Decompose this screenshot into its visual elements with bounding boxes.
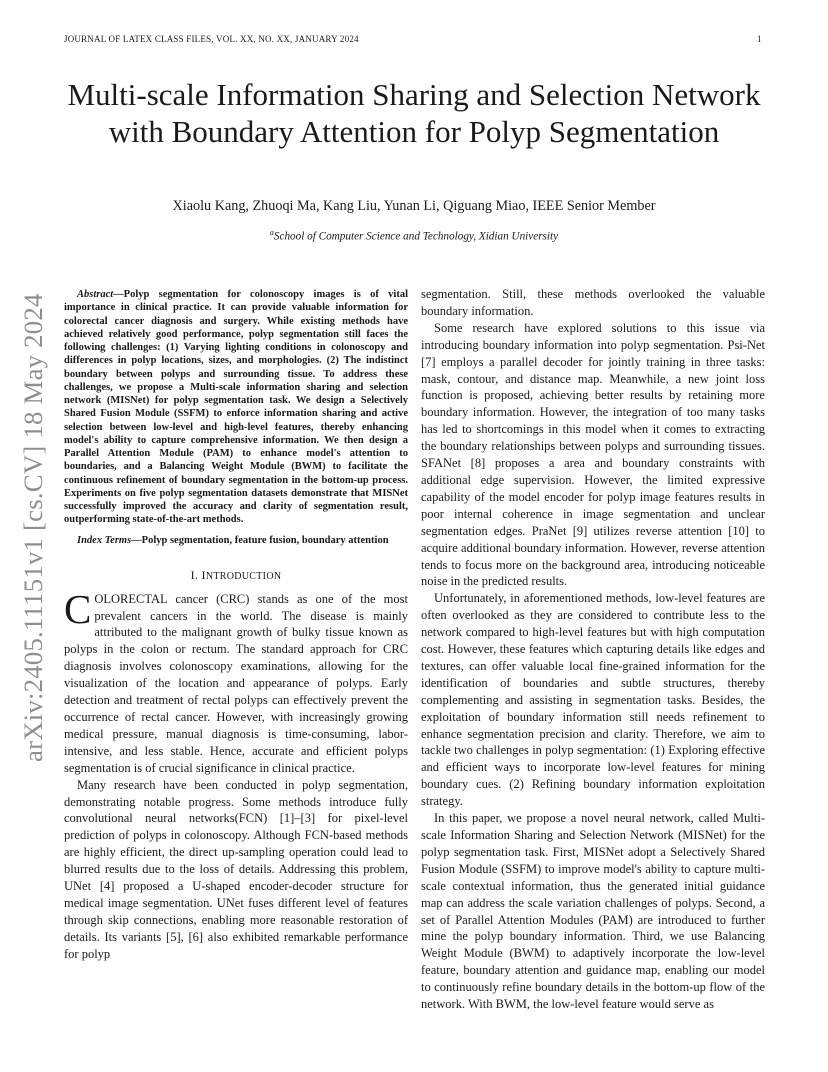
right-paragraph-2: Some research have explored solutions to this issue via introducing boundary information into polyp segmentation. Psi-Net [7] employs a parallel decoder for jointly training in three tasks: mask, contour, and distance map. Meanwhile, a new joint loss function is proposed, achieving better results by retaining more boundary information. However, the integration of too many tasks has led to shortcomings in this model when it comes to extracting the boundary relationships between polyps and surrounding tissues. SFANet [8] proposes a area and boundary constraints with additional edge supervision. However, the limited expressive capability of the model encoder for polyp image features results in poor internal coherence in image segmentation and unclear segmentation edges. PraNet [9] utilizes reverse attention [10] to acquire additional boundary information. However, reverse attention tends to focus more on the background area, introducing noticeable noise in the predicted results. — [421, 320, 765, 589]
right-paragraph-4: In this paper, we propose a novel neural network, called Multi-scale Information Sharing and Selection Network (MISNet) for the polyp segmentation task. First, MISNet adopt a Selectively Shared Fusion Module (SSFM) to improve model's ability to capture multi-scale contextual information, thus the generated initial guidance map can address the scale variation challenges of polyps. Second, a set of Parallel Attention Modules (PAM) are introduced to further mine the polyp boundary information. Third, we use Balancing Weight Module (BWM) to adaptively incorporate the low-level feature, boundary attention and guidance map, enabling our model to continuously refine boundary details in the bottom-up flow of the network. With BWM, the low-level feature would serve as — [421, 811, 765, 1012]
intro-paragraph-1-text: OLORECTAL cancer (CRC) stands as one of the most prevalent cancers in the world. The disease is mainly attributed to the malignant growth of bulky tissue known as polyps in the colon or rectum. The standard approach for CRC diagnosis involves colonoscopy examinations, allowing for the visualization of the location and appearance of polyps. Early detection and treatment of rectal polyps can effectively prevent the occurrence of rectal cancer. However, with increasingly growing medical pressure, manual diagnosis is time-consuming, labor-intensive, and less stable. Hence, accurate and efficient polyps segmentation is of crucial significance in clinical practice. — [64, 591, 408, 775]
section-rest: NTRODUCTION — [205, 570, 282, 582]
right-paragraph-3: Unfortunately, in aforementioned methods, low-level features are often overlooked as they are considered to contribute less to the network compared to high-level features but with high computation cost. However, these features which capturing details like edges and textures, can offer valuable local fine-grained information for the identification of boundaries and subtle structures, thereby complementing and assisting in segmentation tasks. Besides, the exploitation of boundary information still needs refinement to enhance segmentation precision and clarity. Therefore, we aim to tackle two challenges in polyp segmentation: (1) Exploring effective and efficient ways to incorporate low-level features for mining boundary cues. (2) Refining boundary information exploitation strategy. — [421, 591, 765, 809]
section-number: I. — [190, 567, 199, 582]
section-heading-introduction — [64, 567, 408, 586]
drop-cap: C — [64, 585, 92, 632]
section-cap: I — [201, 567, 206, 582]
index-terms-label: Index Terms — [77, 534, 132, 546]
abstract-text: —Polyp segmentation for colonoscopy images is of vital importance in clinical practice. It can provide valuable information for colorectal cancer diagnosis and surgery. While existing methods have achieved relatively good performance, polyp segmentation still faces the following challenges: (1) Varying lighting conditions in colonoscopy and differences in polyp locations, sizes, and morphologies. (2) The indistinct boundary between polyps and surrounding tissue. To address these challenges, we propose a Multi-scale information sharing and selection network (MISNet) for polyp segmentation task. We design a Selectively Shared Fusion Module (SSFM) to enforce information sharing and active selection between low-level and high-level features, thereby enhancing model's ability to capture comprehensive information. We then design a Parallel Attention Module (PAM) to enhance model's attention to boundaries, and a Balancing Weight Module (BWM) to facilitate the continuous refinement of boundary segmentation in the bottom-up process. Experiments on five polyp segmentation datasets demonstrate that MISNet successfully improved the accuracy and clarity of segmentation result, outperforming state-of-the-art methods. — [64, 289, 408, 526]
affiliation-mark: a — [269, 228, 274, 237]
intro-paragraph-1 — [64, 585, 408, 777]
paper-title: Multi-scale Information Sharing and Selection Network with Boundary Attention for Polyp Segmentation — [67, 77, 761, 149]
abstract — [64, 288, 408, 527]
author-list: Xiaolu Kang, Zhuoqi Ma, Kang Liu, Yunan Li, Qiguang Miao, IEEE Senior Member — [172, 198, 656, 214]
index-terms — [64, 534, 408, 547]
page-number: 1 — [757, 34, 762, 44]
affiliation-text: School of Computer Science and Technology, Xidian University — [273, 230, 559, 243]
abstract-label: Abstract — [77, 289, 114, 300]
index-terms-text: —Polyp segmentation, feature fusion, boundary attention — [131, 534, 389, 546]
right-column — [421, 286, 765, 1013]
arxiv-stamp: arXiv:2405.11151v1 [cs.CV] 18 May 2024 — [18, 293, 48, 762]
intro-paragraph-2: Many research have been conducted in polyp segmentation, demonstrating notable progress. Some methods introduce fully convolutional neural networks(FCN) [1]–[3] for pixel-level prediction of polyps in colonoscopy. Although FCN-based methods are highly efficient, the direct up-sampling operation could lead to blurred results due to the loss of details. Addressing this problem, UNet [4] proposed a U-shaped encoder-decoder structure for medical image segmentation. UNet fuses different level of features through skip connections, enabling more reasonable restoration of details. Its variants [5], [6] also exhibited remarkable performance for polyp — [64, 777, 408, 961]
right-paragraph-1: segmentation. Still, these methods overlooked the valuable boundary information. — [421, 287, 765, 318]
affiliation — [64, 228, 764, 243]
left-column — [64, 288, 408, 963]
running-header: JOURNAL OF LATEX CLASS FILES, VOL. XX, NO. XX, JANUARY 2024 — [64, 34, 359, 44]
